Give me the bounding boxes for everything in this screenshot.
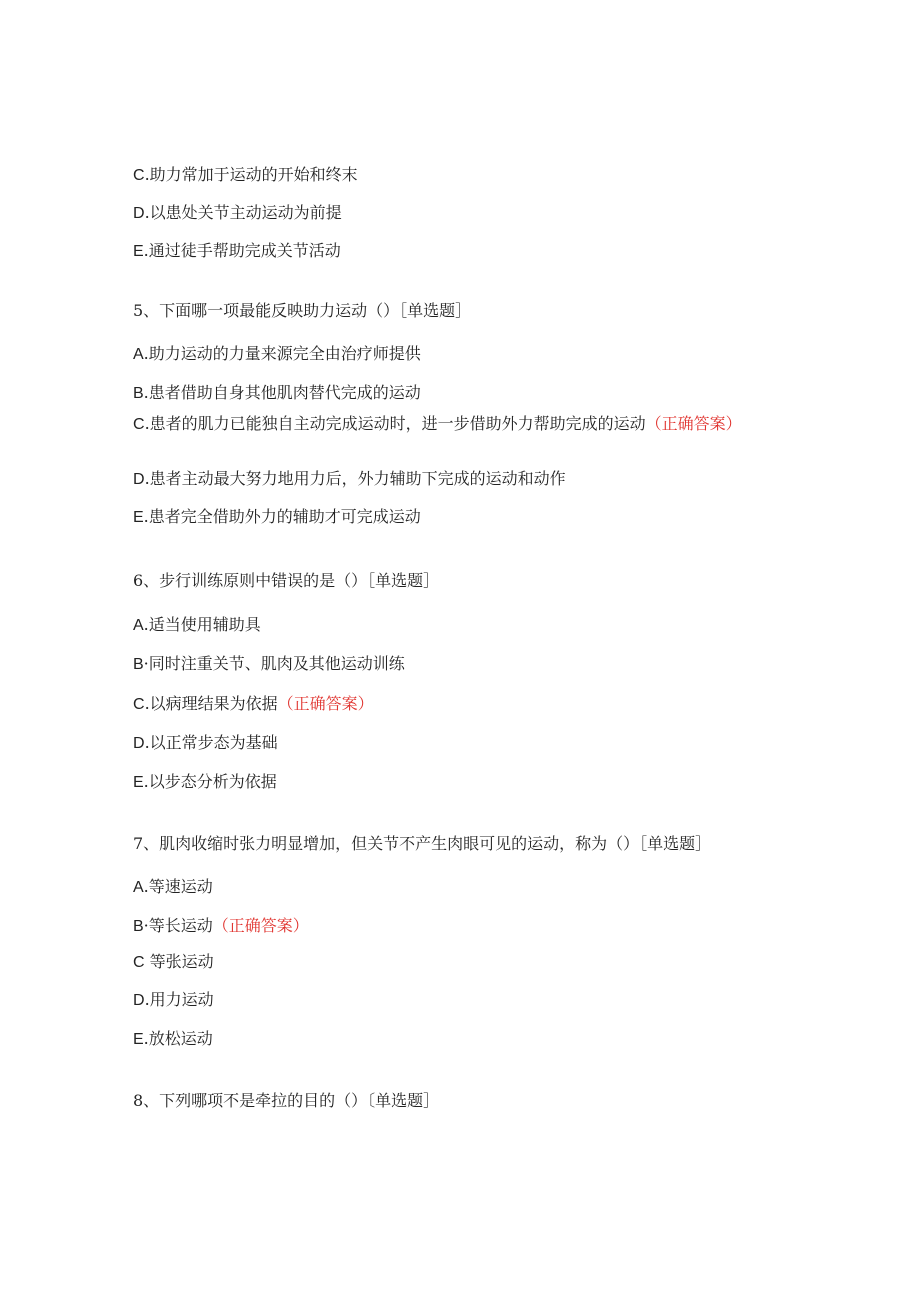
- q6-option-b: B·同时注重关节、肌肉及其他运动训练: [133, 654, 405, 673]
- q7-option-e: E.放松运动: [133, 1029, 213, 1048]
- q7-option-a: A.等速运动: [133, 877, 213, 896]
- q7-option-b: B·等长运动（正确答案）: [133, 916, 309, 935]
- correct-answer-tag: （正确答案）: [212, 916, 309, 935]
- q6-option-c: C.以病理结果为依据（正确答案）: [133, 694, 374, 713]
- q4-option-d: D.以患处关节主动运动为前提: [133, 203, 342, 222]
- q4-option-c: C.助力常加于运动的开始和终末: [133, 165, 358, 184]
- q7-option-c: C 等张运动: [133, 952, 214, 971]
- q6-option-e: E.以步态分析为依据: [133, 772, 277, 791]
- q7-option-d: D.用力运动: [133, 990, 214, 1009]
- q5-option-b: B.患者借助自身其他肌肉替代完成的运动: [133, 383, 421, 402]
- q6-option-a: A.适当使用辅助具: [133, 615, 261, 634]
- q8-title: 8、下列哪项不是牵拉的目的（）〔单选题］: [133, 1091, 440, 1110]
- q5-option-d: D.患者主动最大努力地用力后，外力辅助下完成的运动和动作: [133, 469, 566, 488]
- q5-option-e: E.患者完全借助外力的辅助才可完成运动: [133, 507, 421, 526]
- correct-answer-tag: （正确答案）: [277, 694, 374, 713]
- q7-title: 7、肌肉收缩时张力明显增加，但关节不产生肉眼可见的运动，称为（）［单选题］: [133, 834, 712, 853]
- q4-option-e: E.通过徒手帮助完成关节活动: [133, 241, 341, 260]
- q5-option-c: C.患者的肌力已能独自主动完成运动时，进一步借助外力帮助完成的运动（正确答案）: [133, 414, 742, 433]
- q5-option-a: A.助力运动的力量来源完全由治疗师提供: [133, 344, 421, 363]
- correct-answer-tag: （正确答案）: [645, 414, 742, 433]
- q6-option-d: D.以正常步态为基础: [133, 733, 278, 752]
- q5-title: 5、下面哪一项最能反映助力运动（）［单选题］: [133, 301, 472, 320]
- q6-title: 6、步行训练原则中错误的是（）［单选题］: [133, 571, 440, 590]
